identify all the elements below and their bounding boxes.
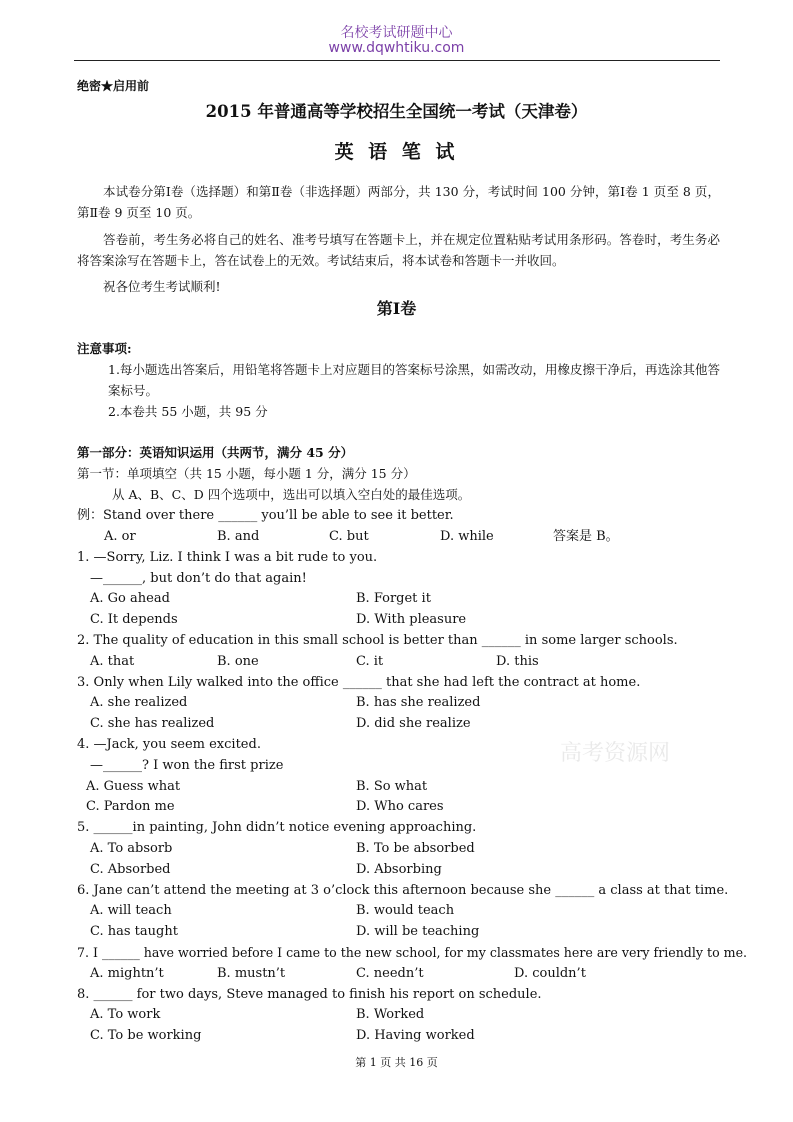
question-4-option-c: C. Pardon me	[86, 799, 175, 814]
question-7-option-b: B. mustn’t	[217, 966, 286, 981]
secret-label: 绝密★启用前	[77, 79, 150, 93]
question-6-option-d: D. will be teaching	[356, 924, 480, 939]
question-2-option-a: A. that	[90, 654, 135, 669]
question-3-option-d: D. did she realize	[356, 716, 471, 731]
question-5-stem: 5. ______in painting, John didn’t notice evening approaching.	[77, 820, 477, 835]
question-1-stem: 1. —Sorry, Liz. I think I was a bit rude to you.	[77, 550, 378, 565]
question-1-reply: —______, but don’t do that again!	[90, 571, 307, 586]
watermark: 高考资源网	[560, 741, 671, 766]
question-7-option-a: A. mightn’t	[90, 966, 164, 981]
question-8-option-c: C. To be working	[90, 1028, 202, 1043]
question-3-stem: 3. Only when Lily walked into the office ______ that she had left the contract at home.	[77, 675, 641, 690]
question-4-option-b: B. So what	[356, 779, 428, 794]
exam-title: 2015 年普通高等学校招生全国统一考试（天津卷）	[205, 102, 588, 121]
question-4-option-a: A. Guess what	[86, 779, 181, 794]
question-3-option-b: B. has she realized	[356, 695, 481, 710]
question-5-option-c: C. Absorbed	[90, 862, 171, 877]
example-option-d: D. while	[440, 529, 494, 544]
question-3-option-a: A. she realized	[90, 695, 188, 710]
question-4-option-d: D. Who cares	[356, 799, 444, 814]
note-2: 2.本卷共 55 小题，共 95 分	[108, 404, 268, 419]
page-number: 第 1 页 共 16 页	[355, 1056, 438, 1069]
header-rule	[74, 60, 720, 61]
question-8-option-d: D. Having worked	[356, 1028, 475, 1043]
question-6-option-b: B. would teach	[356, 903, 455, 918]
example-option-c: C. but	[329, 529, 369, 544]
question-8-stem: 8. ______ for two days, Steve managed to finish his report on schedule.	[77, 987, 542, 1002]
example-option-a: A. or	[104, 529, 136, 544]
question-5-option-a: A. To absorb	[90, 841, 173, 856]
question-4-reply: —______? I won the first prize	[90, 758, 284, 773]
note-1-text: 1.每小题选出答案后，用铅笔将答题卡上对应题目的答案标号涂黑，如需改动，用橡皮擦干净后，再选涂其他答案标号。	[108, 362, 720, 398]
section-1-heading: 第一节：单项填空（共 15 小题，每小题 1 分，满分 15 分）	[77, 466, 416, 481]
example-option-b: B. and	[217, 529, 260, 544]
notes-title: 注意事项:	[77, 341, 132, 356]
question-7-stem: 7. I ______ have worried before I came to the new school, for my classmates here are very friendly to me.	[77, 945, 748, 960]
example-stem: 例：Stand over there ______ you’ll be able to see it better.	[77, 508, 454, 523]
question-4-stem: 4. —Jack, you seem excited.	[77, 737, 261, 752]
question-3-option-c: C. she has realized	[90, 716, 215, 731]
intro-paragraph-2: 答卷前，考生务必将自己的姓名、准考号填写在答题卡上，并在规定位置粘贴考试用条形码。答卷时，考生务必将答案涂写在答题卡上，答在试卷上的无效。考试结束后，将本试卷和答题卡一并收回。	[77, 232, 720, 268]
intro-paragraph-3: 祝各位考生考试顺利!	[103, 279, 221, 294]
question-5-option-d: D. Absorbing	[356, 862, 442, 877]
site-name: 名校考试研题中心	[340, 25, 453, 41]
question-7-option-d: D. couldn’t	[514, 966, 586, 981]
question-8-option-b: B. Worked	[356, 1007, 425, 1022]
site-url[interactable]: www.dqwhtiku.com	[328, 40, 465, 56]
question-2-stem: 2. The quality of education in this small school is better than ______ in some larger schools.	[77, 633, 678, 648]
question-1-option-d: D. With pleasure	[356, 612, 467, 627]
part-1-heading: 第一部分：英语知识运用（共两节，满分 45 分）	[77, 445, 354, 460]
question-2-option-b: B. one	[217, 654, 259, 669]
question-7-option-c: C. needn’t	[356, 966, 424, 981]
question-6-stem: 6. Jane can’t attend the meeting at 3 o’clock this afternoon because she ______ a class at that time.	[77, 883, 729, 898]
note-1	[108, 359, 720, 401]
intro-paragraph-1: 本试卷分第Ⅰ卷（选择题）和第Ⅱ卷（非选择题）两部分，共 130 分，考试时间 100 分钟，第Ⅰ卷 1 页至 8 页，第Ⅱ卷 9 页至 10 页。	[77, 184, 720, 220]
exam-subtitle: 英 语 笔 试	[334, 141, 459, 163]
question-2-option-d: D. this	[496, 654, 539, 669]
question-6-option-c: C. has taught	[90, 924, 178, 939]
question-2-option-c: C. it	[356, 654, 384, 669]
instruction-text: 从 A、B、C、D 四个选项中，选出可以填入空白处的最佳选项。	[112, 487, 471, 502]
volume-title: 第Ⅰ卷	[376, 299, 417, 318]
example-answer: 答案是 B。	[553, 529, 619, 544]
question-1-option-c: C. It depends	[90, 612, 178, 627]
question-5-option-b: B. To be absorbed	[356, 841, 475, 856]
question-1-option-b: B. Forget it	[356, 591, 431, 606]
question-1-option-a: A. Go ahead	[90, 591, 170, 606]
question-8-option-a: A. To work	[90, 1007, 161, 1022]
question-6-option-a: A. will teach	[90, 903, 172, 918]
